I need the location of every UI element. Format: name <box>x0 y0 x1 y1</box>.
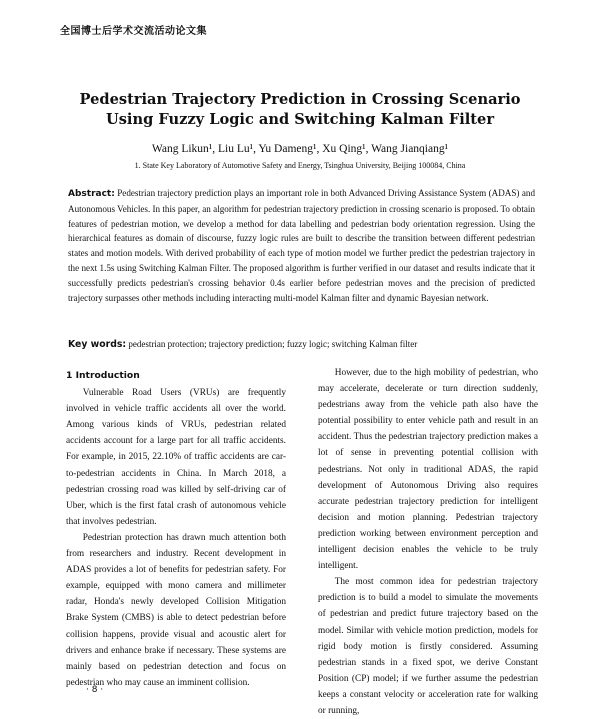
section-heading-introduction: 1 Introduction <box>66 370 140 381</box>
body-paragraph: Vulnerable Road Users (VRUs) are frequently involved in vehicle traffic accidents all over the world. Among various kinds of VRUs, pedestrian related accidents account for a large part for all traffic accidents. For example, in 2015, 22.10% of traffic accidents are car-to-pedestrian accidents in China. In March 2018, a pedestrian crossing road was killed by self-driving car of Uber, which is the first fatal crash of autonomous vehicle that involves pedestrian. <box>66 388 286 527</box>
keywords <box>68 337 535 352</box>
abstract-text: Pedestrian trajectory prediction plays an important role in both Advanced Driving Assistance System (ADAS) and Autonomous Vehicles. In this paper, an algorithm for pedestrian trajectory prediction in crossing scenario is proposed. To obtain features of pedestrian motion, we develop a method for data labelling and pedestrian body orientation regression. Using the hierarchical features as domain of discourse, fuzzy logic rules are built to describe the transition between different pedestrian states and motion models. With derived probability of each type of motion model we further predict the pedestrian trajectory in the next 1.5s using Switching Kalman Filter. The proposed algorithm is further verified in our dataset and results indicate that it successfully predicts pedestrian's crossing behavior 0.4s earlier before pedestrian moves and the precision of predicted trajectory surpasses other methods including interacting multi-model Kalman filter and dynamic Bayesian network. <box>68 188 535 303</box>
body-paragraph: However, due to the high mobility of pedestrian, who may accelerate, decelerate or turn direction suddenly, pedestrians away from the vehicle path also have the potential possibility to enter vehicle path and result in an accident. Thus the pedestrian trajectory prediction makes a lot of sense in preventing potential collision with pedestrians. Not only in traditional ADAS, the rapid development of Autonomous Driving also requires accurate pedestrian trajectory prediction for intelligent decision and motion planning. Pedestrian trajectory prediction working between environment perception and intelligent decision enables the vehicle to be truly intelligent. <box>318 368 538 572</box>
authors: Wang Likun¹, Liu Lu¹, Yu Dameng¹, Xu Qing¹, Wang Jianqiang¹ <box>151 143 449 155</box>
title-line-2: Using Fuzzy Logic and Switching Kalman Filter <box>105 111 495 128</box>
title-line-1: Pedestrian Trajectory Prediction in Crossing Scenario <box>79 91 521 108</box>
body-paragraph: The most common idea for pedestrian trajectory prediction is to build a model to simulate the movements of pedestrian and predict future trajectory based on the model. Similar with vehicle motion prediction, models for rigid body motion is firstly considered. Assuming pedestrian stands in a fixed spot, we derive Constant Position (CP) model; if we further assume the pedestrian keeps a constant velocity or acceleration rate for walking or running, <box>318 577 538 716</box>
keywords-label: Key words: <box>68 339 127 350</box>
affiliation: 1. State Key Laboratory of Automotive Safety and Energy, Tsinghua University, Beijing 100084, China <box>134 161 466 170</box>
keywords-text: pedestrian protection; trajectory prediction; fuzzy logic; switching Kalman filter <box>128 339 418 349</box>
paper-title <box>60 90 540 130</box>
running-header: 全国博士后学术交流活动论文集 <box>60 26 207 37</box>
abstract-label: Abstract: <box>68 189 115 199</box>
abstract <box>68 186 535 305</box>
left-column <box>66 368 286 691</box>
right-column <box>318 365 538 719</box>
body-paragraph: Pedestrian protection has drawn much attention both from researchers and industry. Recent development in ADAS provides a lot of benefits for pedestrian safety. For example, equipped with mono camera and millimeter radar, Honda's newly developed Collision Mitigation Brake System (CMBS) is able to detect pedestrian before collision happens, provide visual and acoustic alert for drivers and enhance brake if necessary. These systems are mainly based on pedestrian detection and focus on pedestrian who may cause an imminent collision. <box>66 532 286 688</box>
page-number: · 8 · <box>86 685 104 695</box>
